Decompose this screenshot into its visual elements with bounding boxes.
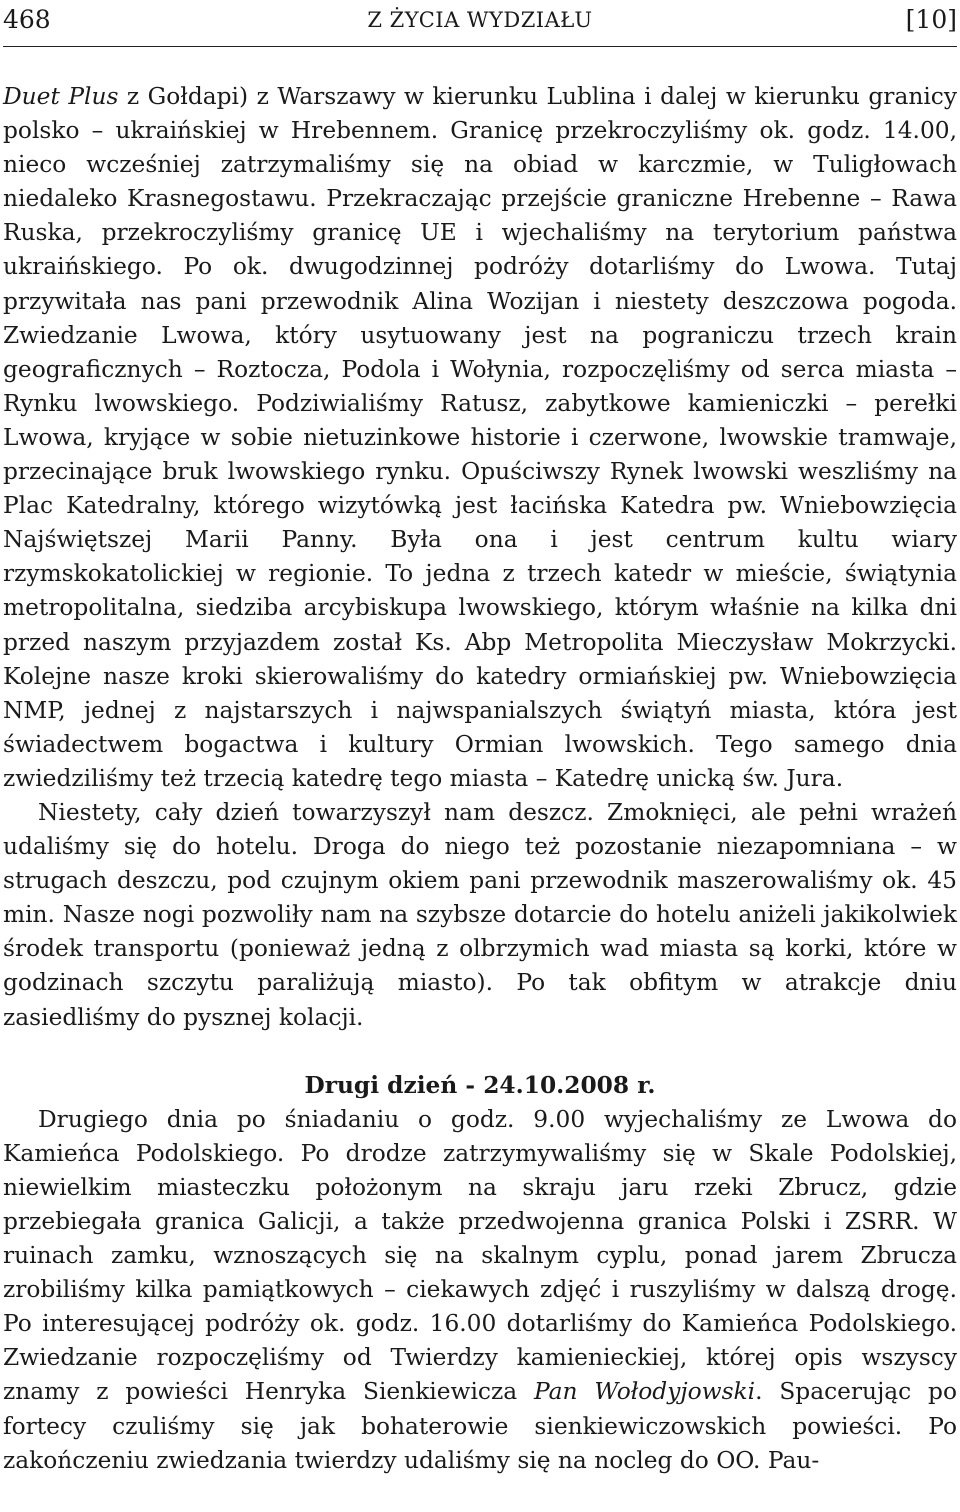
header-rule: [3, 46, 957, 47]
book-title: Pan Wołodyjowski: [533, 1378, 756, 1406]
paragraph-1-text: z Gołdapi) z Warszawy w kierunku Lublina i dalej w kierunku granicy polsko – ukraińskiej w Hrebennem. Granicę przekroczyliśmy ok. godz. 14.00, nieco wcześniej zatrzymaliśmy się na obiad w karczmie, w Tuligłowach niedaleko Krasnegostawu. Przekraczając przejście graniczne Hrebenne – Rawa Ruska, przekroczyliśmy granicę UE i wjechaliśmy na terytorium państwa ukraińskiego. Po ok. dwugodzinnej podróży dotarliśmy do Lwowa. Tutaj przywitała nas pani przewodnik Alina Wozijan i niestety deszczowa pogoda. Zwiedzanie Lwowa, który usytuowany jest na pograniczu trzech krain geograficznych – Roztocza, Podola i Wołynia, rozpoczęliśmy od serca miasta – Rynku lwowskiego. Podziwialiśmy Ratusz, zabytkowe kamieniczki – perełki Lwowa, kryjące w sobie nietuzinkowe historie i czerwone, lwowskie tramwaje, przecinające bruk lwowskiego rynku. Opuściwszy Rynek lwowski weszliśmy na Plac Katedralny, którego wizytówką jest łacińska Katedra pw. Wniebowzięcia Najświętszej Marii Panny. Była ona i jest centrum kultu wiary rzymskokatolickiej w regionie. To jedna z trzech katedr w mieście, świątynia metropolitalna, siedziba arcybiskupa lwowskiego, którym właśnie na kilka dni przed naszym przyjazdem został Ks. Abp Metropolita Mieczysław Mokrzycki. Kolejne nasze kroki skierowaliśmy do katedry ormiańskiej pw. Wniebowzięcia NMP, jednej z najstarszych i najwspanialszych świątyń miasta, która jest świadectwem bogactwa i kultury Ormian lwowskich. Tego samego dnia zwiedziliśmy też trzecią katedrę tego miasta – Katedrę unicką św. Jura.: [3, 83, 957, 792]
paragraph-3-text-a: Drugiego dnia po śniadaniu o godz. 9.00 wyjechaliśmy ze Lwowa do Kamieńca Podolskiego. Po drodze zatrzymywaliśmy się w Skale Podolskiej, niewielkim miasteczku położonym na skraju jaru rzeki Zbrucz, gdzie przebiegała granica Galicji, a także przedwojenna granica Polski i ZSRR. W ruinach zamku, wznoszących się na skalnym cyplu, ponad jarem Zbrucza zrobiliśmy kilka pamiątkowych – ciekawych zdjęć i ruszyliśmy w dalszą drogę. Po interesującej podróży ok. godz. 16.00 dotarliśmy do Kamieńca Podolskiego. Zwiedzanie rozpoczęliśmy od Twierdzy kamienieckiej, której opis wszyscy znamy z powieści Henryka Sienkiewicza: [3, 1105, 957, 1406]
band-name: Duet Plus: [3, 83, 119, 110]
paragraph-2: Niestety, cały dzień towarzyszył nam deszcz. Zmoknięci, ale pełni wrażeń udaliśmy się do hotelu. Droga do niego też pozostanie niezapomniana – w strugach deszczu, pod czujnym okiem pani przewodnik maszerowaliśmy ok. 45 min. Nasze nogi pozwoliły nam na szybsze dotarcie do hotelu aniżeli jakikolwiek środek transportu (ponieważ jedną z olbrzymich wad miasta są korki, które w godzinach szczytu paraliżują miasto). Po tak obfitym w atrakcje dniu zasiedliśmy do pysznej kolacji.: [3, 798, 957, 1031]
issue-number: [10]: [905, 5, 957, 34]
paragraph-3: [3, 1103, 957, 1478]
section-heading: Drugi dzień - 24.10.2008 r.: [304, 1071, 656, 1099]
paragraph-3-text-b: . Spacerując po fortecy czuliśmy się jak bohaterowie sienkiewiczowskich powieści. Po zakończeniu zwiedzania twierdzy udaliśmy się na nocleg do OO. Pau-: [3, 1378, 957, 1474]
paragraph-1: [3, 80, 957, 796]
document-page: [3, 0, 957, 1478]
body-text: [3, 80, 957, 1478]
running-title: Z ŻYCIA WYDZIAŁU: [367, 8, 593, 32]
page-number: 468: [3, 5, 51, 34]
running-header: [3, 0, 957, 40]
